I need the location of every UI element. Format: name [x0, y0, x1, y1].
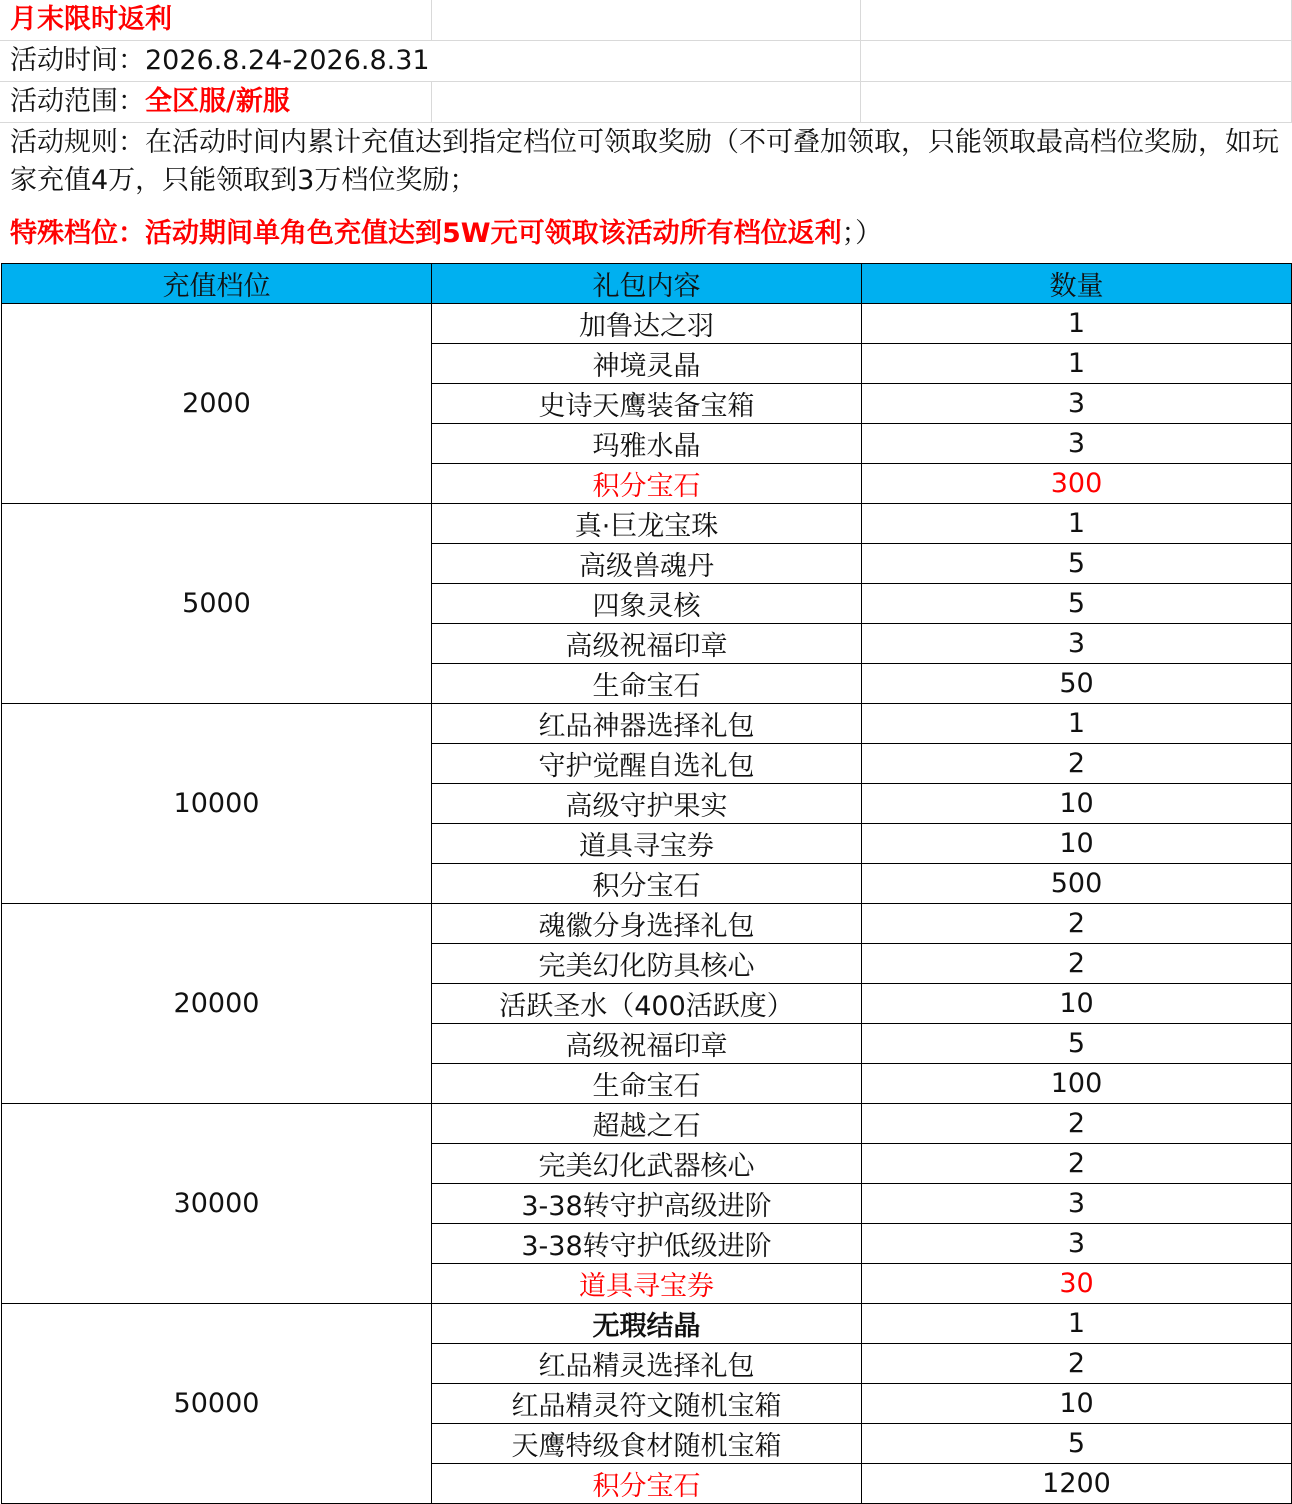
table-row [2, 1304, 1292, 1344]
item-qty-cell: 300 [862, 464, 1292, 504]
item-name-cell: 红品精灵选择礼包 [432, 1344, 862, 1384]
item-name-cell: 超越之石 [432, 1104, 862, 1144]
item-name-cell: 高级祝福印章 [432, 624, 862, 664]
table-row [2, 1104, 1292, 1144]
item-name-cell: 守护觉醒自选礼包 [432, 744, 862, 784]
title-row [0, 0, 1292, 41]
item-name-cell: 完美幻化防具核心 [432, 944, 862, 984]
tier-cell: 5000 [2, 504, 432, 704]
item-name-cell: 加鲁达之羽 [432, 304, 862, 344]
item-name-cell: 3-38转守护高级进阶 [432, 1184, 862, 1224]
item-qty-cell: 1 [862, 1304, 1292, 1344]
special-tier-tail: ；） [841, 218, 883, 249]
time-row [0, 41, 1292, 82]
item-name-cell: 玛雅水晶 [432, 424, 862, 464]
special-tier-text: 特殊档位：活动期间单角色充值达到5W元可领取该活动所有档位返利 [10, 218, 842, 249]
item-name-cell: 积分宝石 [432, 464, 862, 504]
item-qty-cell: 500 [862, 864, 1292, 904]
item-qty-cell: 5 [862, 584, 1292, 624]
item-qty-cell: 2 [862, 1344, 1292, 1384]
item-name-cell: 道具寻宝券 [432, 1264, 862, 1304]
item-qty-cell: 5 [862, 544, 1292, 584]
page-title: 月末限时返利 [10, 4, 172, 35]
item-name-cell: 神境灵晶 [432, 344, 862, 384]
item-qty-cell: 10 [862, 824, 1292, 864]
table-row [2, 504, 1292, 544]
header-package: 礼包内容 [432, 264, 862, 304]
item-name-cell: 高级守护果实 [432, 784, 862, 824]
item-name-cell: 红品神器选择礼包 [432, 704, 862, 744]
item-qty-cell: 3 [862, 424, 1292, 464]
item-qty-cell: 100 [862, 1064, 1292, 1104]
item-name-cell: 积分宝石 [432, 864, 862, 904]
table-row [2, 904, 1292, 944]
item-qty-cell: 3 [862, 384, 1292, 424]
item-name-cell: 真·巨龙宝珠 [432, 504, 862, 544]
item-qty-cell: 10 [862, 1384, 1292, 1424]
item-name-cell: 道具寻宝券 [432, 824, 862, 864]
item-qty-cell: 2 [862, 744, 1292, 784]
item-qty-cell: 1 [862, 304, 1292, 344]
tier-cell: 50000 [2, 1304, 432, 1504]
item-qty-cell: 3 [862, 1224, 1292, 1264]
item-qty-cell: 10 [862, 784, 1292, 824]
tier-cell: 30000 [2, 1104, 432, 1304]
table-row [2, 704, 1292, 744]
tier-cell: 2000 [2, 304, 432, 504]
item-name-cell: 魂徽分身选择礼包 [432, 904, 862, 944]
item-name-cell: 生命宝石 [432, 1064, 862, 1104]
header-tier: 充值档位 [2, 264, 432, 304]
time-value: 2026.8.24-2026.8.31 [145, 45, 430, 76]
item-qty-cell: 50 [862, 664, 1292, 704]
item-name-cell: 活跃圣水（400活跃度） [432, 984, 862, 1024]
item-qty-cell: 10 [862, 984, 1292, 1024]
range-line [10, 82, 290, 122]
rules-text: 活动规则：在活动时间内累计充值达到指定档位可领取奖励（不可叠加领取，只能领取最高档位奖励，如玩家充值4万，只能领取到3万档位奖励； [10, 127, 1279, 196]
item-qty-cell: 2 [862, 904, 1292, 944]
tier-cell: 10000 [2, 704, 432, 904]
item-name-cell: 无瑕结晶 [432, 1304, 862, 1344]
item-qty-cell: 1 [862, 504, 1292, 544]
item-qty-cell: 30 [862, 1264, 1292, 1304]
time-label: 活动时间： [10, 45, 145, 76]
item-qty-cell: 3 [862, 1184, 1292, 1224]
item-name-cell: 红品精灵符文随机宝箱 [432, 1384, 862, 1424]
special-tier-line [10, 214, 882, 254]
item-qty-cell: 5 [862, 1024, 1292, 1064]
item-qty-cell: 1200 [862, 1464, 1292, 1504]
item-qty-cell: 2 [862, 1144, 1292, 1184]
item-name-cell: 天鹰特级食材随机宝箱 [432, 1424, 862, 1464]
item-name-cell: 高级兽魂丹 [432, 544, 862, 584]
range-value: 全区服/新服 [145, 86, 290, 117]
item-name-cell: 3-38转守护低级进阶 [432, 1224, 862, 1264]
item-qty-cell: 5 [862, 1424, 1292, 1464]
item-name-cell: 四象灵核 [432, 584, 862, 624]
item-qty-cell: 2 [862, 944, 1292, 984]
item-qty-cell: 1 [862, 704, 1292, 744]
item-name-cell: 生命宝石 [432, 664, 862, 704]
item-name-cell: 积分宝石 [432, 1464, 862, 1504]
item-qty-cell: 2 [862, 1104, 1292, 1144]
time-line [10, 41, 430, 81]
item-qty-cell: 3 [862, 624, 1292, 664]
table-body [2, 304, 1292, 1504]
tier-cell: 20000 [2, 904, 432, 1104]
item-name-cell: 史诗天鹰装备宝箱 [432, 384, 862, 424]
item-name-cell: 完美幻化武器核心 [432, 1144, 862, 1184]
reward-table [1, 263, 1292, 1504]
table-row [2, 304, 1292, 344]
range-label: 活动范围： [10, 86, 145, 117]
header-quantity: 数量 [862, 264, 1292, 304]
range-row [0, 82, 1292, 123]
item-name-cell: 高级祝福印章 [432, 1024, 862, 1064]
item-qty-cell: 1 [862, 344, 1292, 384]
table-header-row [2, 264, 1292, 304]
